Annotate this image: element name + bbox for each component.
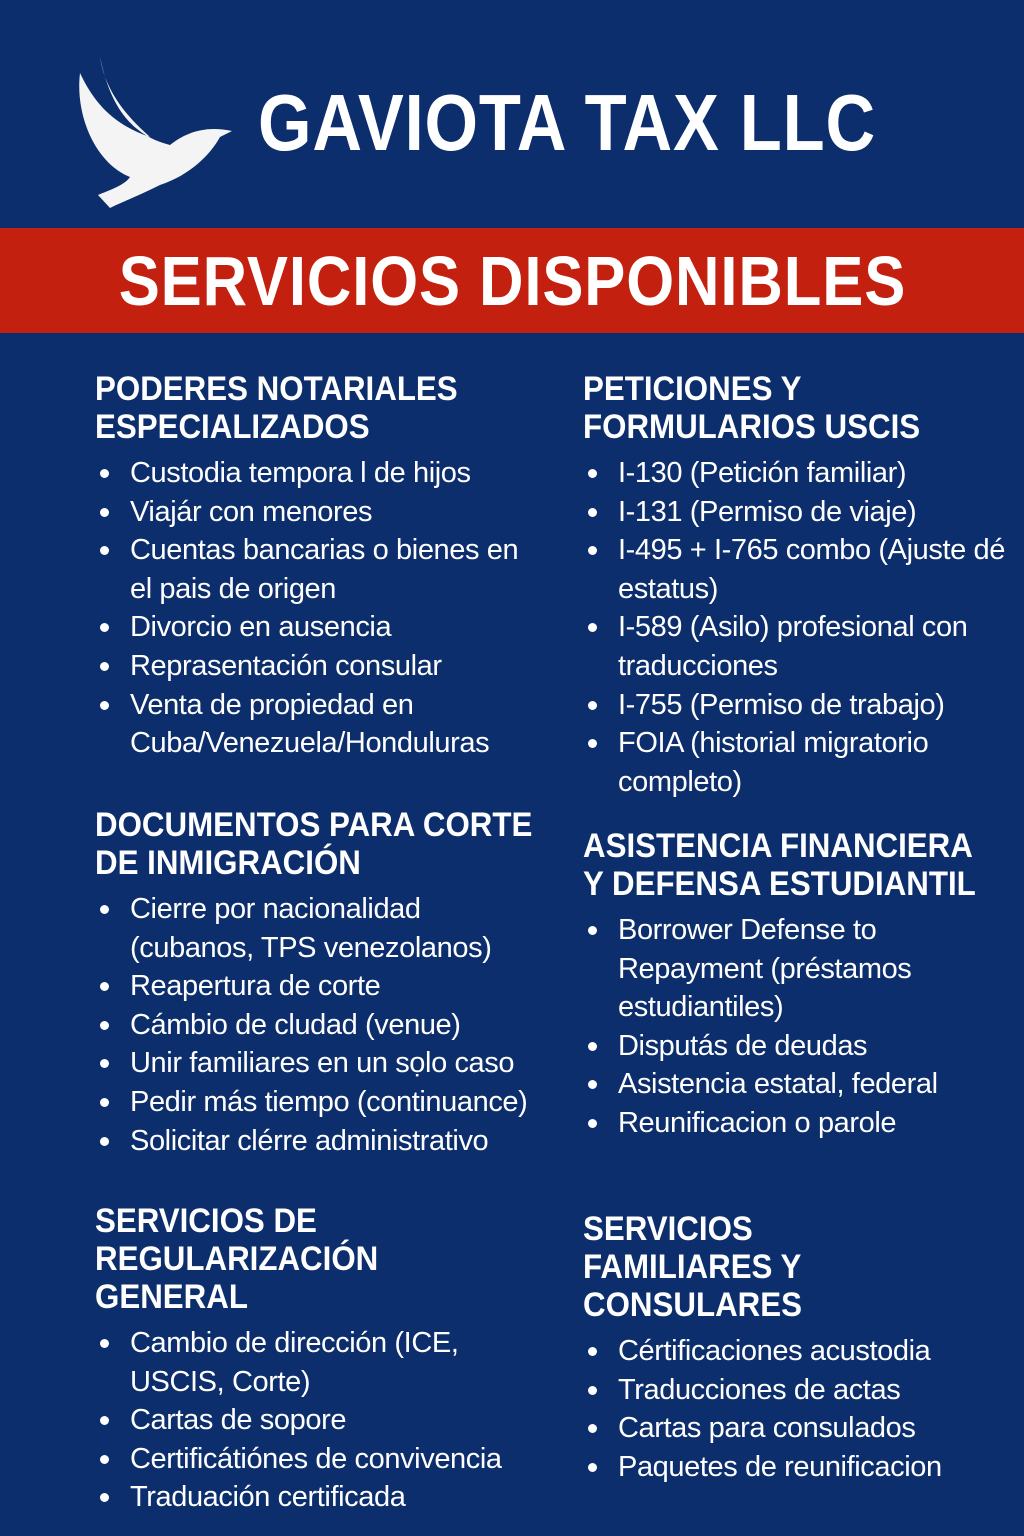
bullet-icon	[100, 982, 109, 991]
section-title: SERVICIOS DE REGULARIZACIÓN GENERAL	[95, 1202, 379, 1316]
service-item-text: Venta de propiedad en Cuba/Venezuela/Honduluras	[130, 688, 490, 760]
section-uscis	[583, 370, 1023, 801]
service-item	[95, 1083, 535, 1122]
service-item-text: I-131 (Permiso de viaje)	[618, 495, 917, 528]
service-list	[95, 1324, 535, 1517]
service-item-text: Cámbio de cludad (venue)	[130, 1008, 461, 1041]
service-item-text: Pedir más tiempo (continuance)	[130, 1085, 528, 1118]
bullet-icon	[588, 1080, 597, 1089]
services-banner	[0, 228, 1024, 333]
service-item-text: Reunificacion o parole	[618, 1106, 897, 1139]
service-item-text: Solicitar clérre administrativo	[130, 1124, 489, 1157]
service-item-text: Cierre por nacionalidad (cubanos, TPS venezolanos)	[130, 893, 492, 964]
bullet-icon	[100, 508, 109, 517]
bullet-icon	[588, 1386, 597, 1395]
service-item	[95, 1478, 535, 1517]
service-list	[95, 890, 535, 1160]
service-item-text: Viajár con menores	[130, 495, 373, 528]
banner-title: SERVICIOS DISPONIBLES	[118, 241, 906, 320]
service-item	[95, 608, 535, 647]
service-item-text: Custodia tempora l de hijos	[130, 457, 471, 489]
service-item	[583, 1027, 1003, 1066]
bullet-icon	[100, 1059, 109, 1068]
section-regularizacion	[95, 1202, 535, 1517]
bullet-icon	[100, 1416, 109, 1425]
service-item	[95, 890, 535, 967]
section-asistencia-financiera	[583, 827, 1003, 1143]
service-item-text: Traducciones de actas	[618, 1373, 901, 1406]
service-item-text: I-755 (Permiso de trabajo)	[618, 688, 945, 721]
section-title: PODERES NOTARIALES ESPECIALIZADOS	[95, 370, 458, 446]
service-list	[583, 911, 1003, 1143]
service-item-text: Cartas para consulados	[618, 1412, 916, 1445]
bullet-icon	[100, 1339, 109, 1348]
bullet-icon	[100, 1137, 109, 1146]
section-familiares-consulares	[583, 1210, 1023, 1486]
service-item	[583, 724, 1023, 801]
bullet-icon	[100, 662, 109, 671]
bullet-icon	[588, 701, 597, 710]
service-list	[95, 454, 535, 763]
section-corte-inmigracion	[95, 806, 535, 1160]
service-list	[583, 1332, 1023, 1486]
section-title: ASISTENCIA FINANCIERA Y DEFENSA ESTUDIANTIL	[583, 827, 976, 903]
company-name: GAVIOTA TAX LLC	[258, 78, 877, 167]
service-item-text: Asistencia estatal, federal	[618, 1068, 938, 1101]
service-item	[583, 1371, 1023, 1410]
service-item-text: Certificátiónes de convivencia	[130, 1442, 502, 1475]
bullet-icon	[588, 546, 597, 555]
dove-icon	[70, 45, 240, 210]
service-item	[95, 647, 535, 686]
bullet-icon	[100, 623, 109, 632]
section-title: DOCUMENTOS PARA CORTE DE INMIGRACIÓN	[95, 806, 533, 882]
service-item	[95, 967, 535, 1006]
bullet-icon	[588, 739, 597, 748]
service-item	[95, 1044, 535, 1083]
bullet-icon	[588, 469, 597, 478]
bullet-icon	[588, 926, 597, 935]
bullet-icon	[588, 1424, 597, 1433]
bullet-icon	[588, 623, 597, 632]
bullet-icon	[588, 1042, 597, 1051]
service-item	[583, 1409, 1023, 1448]
bullet-icon	[588, 1119, 597, 1128]
bullet-icon	[588, 1463, 597, 1472]
service-item-text: I-589 (Asilo) profesional con traducciones	[618, 611, 968, 682]
service-item	[583, 493, 1023, 532]
service-item	[95, 1324, 535, 1401]
service-item-text: Reapertura de corte	[130, 970, 381, 1003]
bullet-icon	[588, 508, 597, 517]
service-item-text: Cambio de dirección (ICE, USCIS, Corte)	[130, 1327, 459, 1398]
service-item	[583, 1104, 1003, 1143]
service-item-text: Borrower Defense to Repayment (préstamos estudiantiles)	[618, 914, 912, 1024]
service-item	[95, 1006, 535, 1045]
service-item	[95, 454, 535, 493]
service-item	[583, 911, 1003, 1027]
bullet-icon	[100, 1455, 109, 1464]
service-item	[583, 608, 1023, 685]
service-item	[583, 686, 1023, 725]
service-item	[95, 1401, 535, 1440]
section-title: SERVICIOS FAMILIARES Y CONSULARES	[583, 1210, 802, 1324]
section-title: PETICIONES Y FORMULARIOS USCIS	[583, 370, 921, 446]
bullet-icon	[100, 701, 109, 710]
service-item-text: I-495 + I-765 combo (Ajuste dé estatus)	[618, 534, 1005, 605]
service-item-text: Reprasentación consular	[130, 649, 442, 682]
bullet-icon	[588, 1347, 597, 1356]
service-item-text: Unir familiares en un sọlo caso	[130, 1047, 515, 1080]
service-item-text: FOIA (historial migratorio completo)	[618, 727, 929, 798]
service-item	[583, 531, 1023, 608]
service-item-text: Cuentas bancarias o bienes en el pais de origen	[130, 534, 519, 605]
bullet-icon	[100, 469, 109, 478]
service-item	[95, 1122, 535, 1161]
service-item-text: Disputás de deudas	[618, 1029, 868, 1062]
service-item-text: Divorcio en ausencia	[130, 611, 392, 644]
bullet-icon	[100, 905, 109, 914]
service-item	[95, 493, 535, 532]
service-item	[95, 1440, 535, 1479]
service-item-text: Cértificaciones acustodia	[618, 1335, 931, 1367]
service-item	[95, 531, 535, 608]
service-item	[583, 1332, 1023, 1371]
service-item-text: Traduación certificada	[130, 1481, 406, 1514]
service-item	[583, 1448, 1023, 1487]
service-item	[583, 1065, 1003, 1104]
bullet-icon	[100, 1021, 109, 1030]
service-item-text: I-130 (Petición familiar)	[618, 457, 907, 489]
service-item-text: Paquetes de reunificacion	[618, 1450, 942, 1483]
service-item-text: Cartas de sopore	[130, 1404, 347, 1437]
bullet-icon	[100, 546, 109, 555]
service-item	[583, 454, 1023, 493]
bullet-icon	[100, 1098, 109, 1107]
bullet-icon	[100, 1493, 109, 1502]
section-poderes-notariales	[95, 370, 535, 763]
service-item	[95, 686, 535, 763]
service-list	[583, 454, 1023, 801]
